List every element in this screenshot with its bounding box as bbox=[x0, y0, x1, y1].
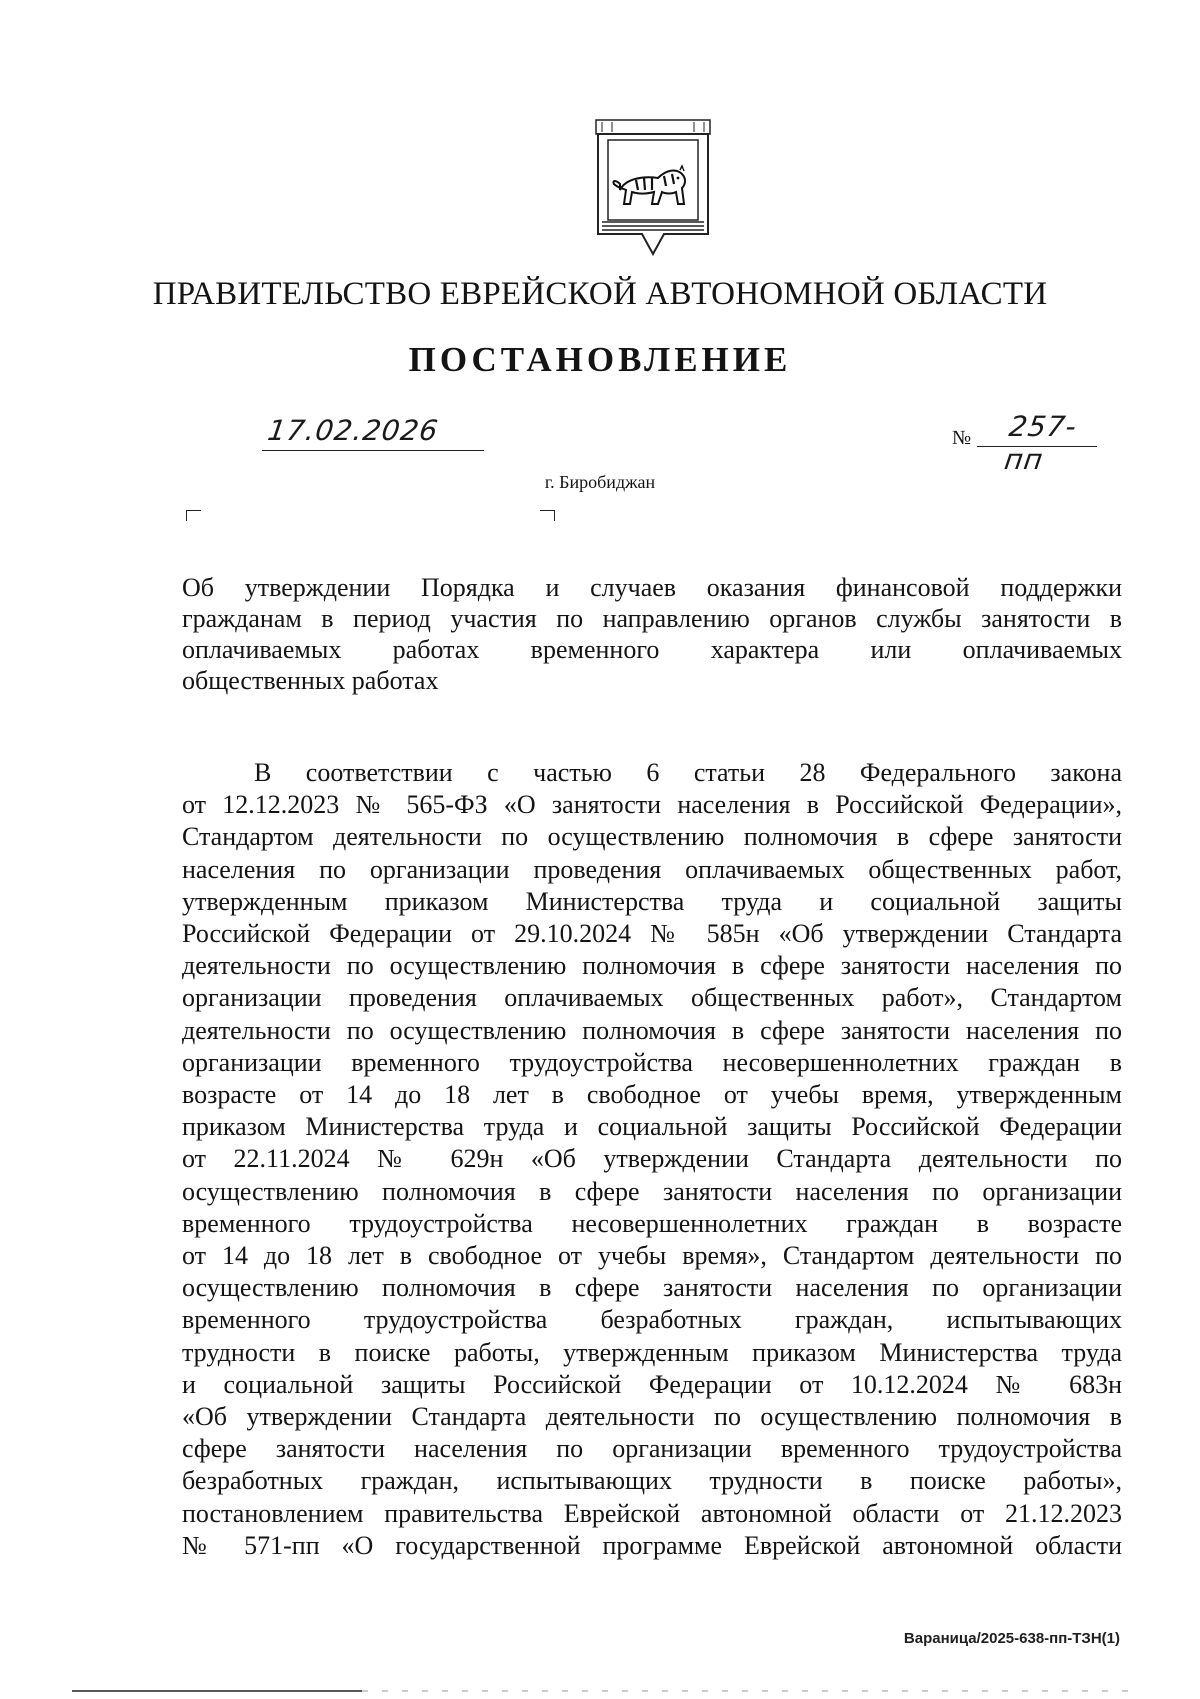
coat-of-arms-tiger-icon bbox=[592, 118, 714, 258]
body-line: Российской Федерации от 29.10.2024 № 585н «Об утверждении Стандарта bbox=[182, 919, 1122, 949]
body-line: от 22.11.2024 № 629н «Об утверждении Стандарта деятельности по bbox=[182, 1144, 1122, 1174]
document-subject bbox=[182, 572, 1122, 696]
body-line: от 14 до 18 лет в свободное от учебы время», Стандартом деятельности по bbox=[182, 1241, 1122, 1271]
city-label: г. Биробиджан bbox=[544, 472, 656, 492]
government-name: ПРАВИТЕЛЬСТВО ЕВРЕЙСКОЙ АВТОНОМНОЙ ОБЛАСТИ bbox=[152, 276, 1048, 312]
document-body bbox=[182, 757, 1122, 1562]
corner-mark-right bbox=[540, 510, 555, 521]
body-line: сфере занятости населения по организации временного трудоустройства bbox=[182, 1434, 1122, 1464]
body-line: приказом Министерства труда и социальной защиты Российской Федерации bbox=[182, 1112, 1122, 1142]
document-type-title: ПОСТАНОВЛЕНИЕ bbox=[408, 340, 792, 379]
subject-line: оплачиваемых работах временного характера или оплачиваемых bbox=[182, 635, 1122, 664]
body-line: «Об утверждении Стандарта деятельности по осуществлению полномочия в bbox=[182, 1402, 1122, 1432]
subject-line: общественных работах bbox=[182, 666, 439, 695]
body-line: временного трудоустройства безработных граждан, испытывающих bbox=[182, 1305, 1122, 1335]
body-line: осуществлению полномочия в сфере занятости населения по организации bbox=[182, 1273, 1122, 1303]
body-line: В соответствии с частью 6 статьи 28 Федерального закона bbox=[254, 758, 1122, 787]
body-line: населения по организации проведения оплачиваемых общественных работ, bbox=[182, 854, 1122, 884]
subject-line: Об утверждении Порядка и случаев оказания финансовой поддержки bbox=[182, 573, 1122, 602]
footer-reference: Вараница/2025-638-пп-ТЗН(1) bbox=[903, 1630, 1120, 1647]
body-line: Стандартом деятельности по осуществлению полномочия в сфере занятости bbox=[182, 822, 1122, 852]
body-line: № 571-пп «О государственной программе Еврейской автономной области bbox=[182, 1530, 1122, 1560]
body-line: утвержденным приказом Министерства труда и социальной защиты bbox=[182, 886, 1122, 916]
body-line: деятельности по осуществлению полномочия в сфере занятости населения по bbox=[182, 951, 1122, 981]
body-line: возрасте от 14 до 18 лет в свободное от учебы время, утвержденным bbox=[182, 1080, 1122, 1110]
body-line: трудности в поиске работы, утвержденным приказом Министерства труда bbox=[182, 1337, 1122, 1367]
document-number-field bbox=[977, 406, 1097, 476]
body-line: организации проведения оплачиваемых общественных работ», Стандартом bbox=[182, 983, 1122, 1013]
handwritten-number: 257-пп bbox=[1002, 410, 1080, 476]
document-date-field bbox=[262, 408, 484, 451]
scan-edge-line bbox=[72, 1690, 1132, 1692]
subject-line: гражданам в период участия по направлению органов службы занятости в bbox=[182, 604, 1122, 633]
body-line: деятельности по осуществлению полномочия в сфере занятости населения по bbox=[182, 1015, 1122, 1045]
number-sign-label: № bbox=[952, 427, 972, 449]
body-line: осуществлению полномочия в сфере занятости населения по организации bbox=[182, 1176, 1122, 1206]
body-line: организации временного трудоустройства несовершеннолетних граждан в bbox=[182, 1047, 1122, 1077]
body-line: и социальной защиты Российской Федерации от 10.12.2024 № 683н bbox=[182, 1369, 1122, 1399]
corner-mark-left bbox=[186, 510, 201, 521]
body-line: временного трудоустройства несовершеннолетних граждан в возрасте bbox=[182, 1208, 1122, 1238]
body-line: безработных граждан, испытывающих трудности в поиске работы», bbox=[182, 1466, 1122, 1496]
handwritten-date: 17.02.2026 bbox=[265, 414, 441, 447]
body-line: от 12.12.2023 № 565-ФЗ «О занятости населения в Российской Федерации», bbox=[182, 790, 1122, 820]
body-line: постановлением правительства Еврейской автономной области от 21.12.2023 bbox=[182, 1498, 1122, 1528]
